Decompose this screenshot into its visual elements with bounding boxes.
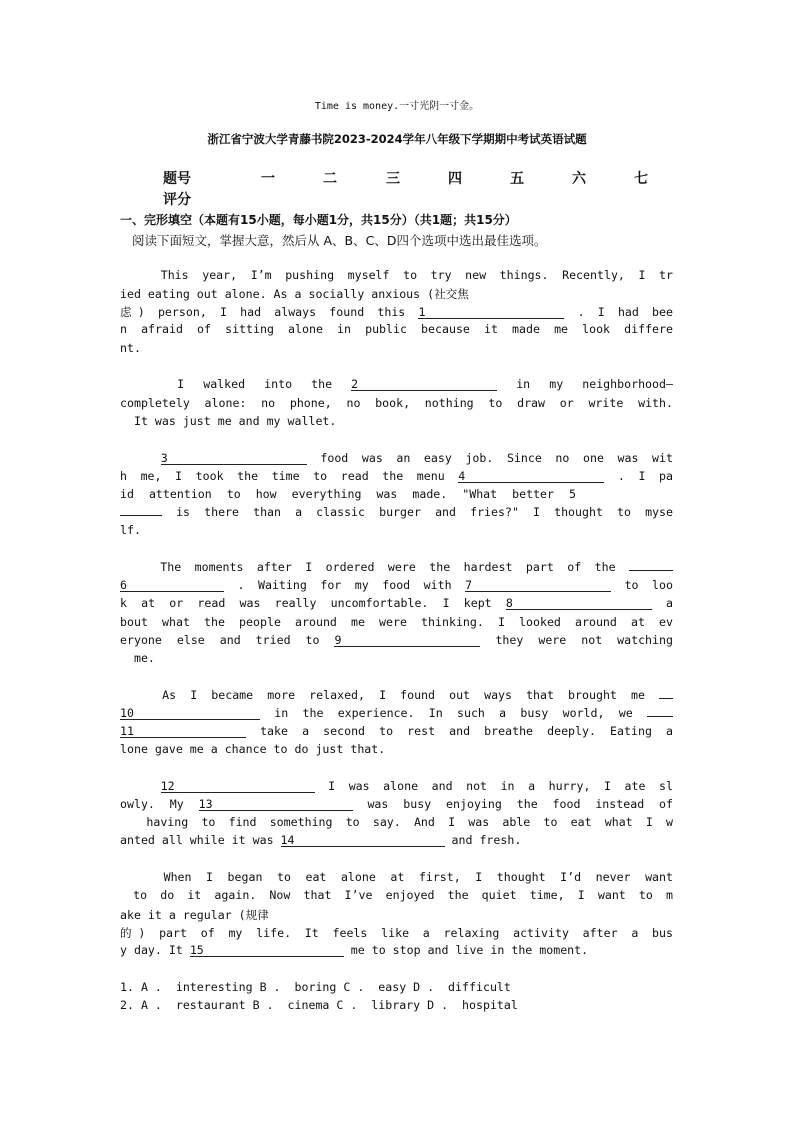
passage-line: nt. [120, 341, 141, 355]
passage-text: a [651, 596, 673, 610]
section-instruction: 阅读下面短文，掌握大意，然后从 A、B、C、D四个选项中选出最佳选项。 [132, 233, 547, 248]
score-row-label: 评分 [163, 192, 191, 208]
passage-line: ied eating out alone. As a socially anxious (社交焦 [120, 287, 469, 301]
passage-line: It was just me and my wallet. [120, 414, 337, 428]
answer-blank-6[interactable]: 6 [120, 579, 224, 592]
passage-line: When I began to eat alone at first, I thought I’d never want [120, 870, 673, 884]
passage-text: was busy enjoying the food instead of [352, 797, 673, 811]
passage-text: I was alone and not in a hurry, I ate sl [314, 779, 673, 793]
passage-line [120, 487, 673, 501]
answer-blank-13[interactable]: 13 [199, 798, 353, 811]
passage-text: . Waiting for my food with [224, 578, 466, 592]
answer-blank-2[interactable]: 2 [351, 378, 497, 391]
passage-text: in the experience. In such a busy world, we [260, 706, 647, 720]
page-motto: Time is money.一寸光阴一寸金。 [314, 101, 480, 112]
answer-blank-15[interactable]: 15 [190, 944, 344, 957]
passage-text: k at or read was really uncomfortable. I kept [120, 596, 506, 610]
passage-text: food was an easy job. Since no one was wit [306, 451, 673, 465]
passage-line: lf. [120, 523, 141, 537]
passage-line [120, 578, 673, 592]
passage-line: n afraid of sitting alone in public because it made me look differe [120, 322, 673, 336]
exam-title: 浙江省宁波大学青藤书院2023-2024学年八年级下学期期中考试英语试题 [207, 132, 587, 146]
score-column: 一 [261, 171, 275, 187]
passage-text: in my neighborhood— [497, 377, 673, 391]
passage-line [120, 560, 673, 574]
answer-blank-5[interactable]: 5 [569, 487, 576, 501]
passage-line [120, 505, 673, 519]
passage-text: and fresh. [444, 833, 522, 847]
passage-text: The moments after I ordered were the hardest part of the [120, 560, 629, 574]
score-column: 六 [572, 171, 586, 187]
passage-line [120, 833, 673, 847]
passage-line [120, 451, 673, 465]
answer-blank-14[interactable]: 14 [281, 834, 445, 847]
passage-line [120, 797, 673, 811]
passage-line: 的) part of my life. It feels like a relaxing activity after a bus [120, 926, 673, 940]
passage-line [120, 943, 673, 957]
answer-blank-1[interactable]: 1 [418, 306, 564, 319]
score-column: 七 [634, 171, 648, 187]
score-column: 二 [323, 171, 337, 187]
score-table-header: 题号 [163, 171, 191, 187]
score-column: 四 [448, 171, 462, 187]
passage-text: owly. My [120, 797, 199, 811]
passage-text: take a second to rest and breathe deeply. Eating a [246, 724, 673, 738]
passage-text: As I became more relaxed, I found out ways that brought me [120, 688, 659, 702]
answer-blank-12[interactable]: 12 [161, 780, 315, 793]
answer-blank-6-start[interactable] [629, 570, 673, 571]
answer-blank-9[interactable]: 9 [334, 634, 480, 647]
passage-text: eryone else and tried to [120, 633, 335, 647]
question-option-line[interactable]: 2. A . restaurant B . cinema C . library D . hospital [120, 998, 518, 1012]
answer-blank-11[interactable]: 11 [120, 725, 246, 738]
passage-line [120, 377, 673, 391]
passage-line: This year, I’m pushing myself to try new things. Recently, I tr [120, 268, 673, 282]
passage-text: 虑) person, I had always found this [120, 305, 419, 319]
passage-text: . I pa [604, 469, 673, 483]
section-heading: 一、完形填空（本题有15小题，每小题1分，共15分）（共1题；共15分） [120, 213, 517, 227]
answer-blank-10-start[interactable] [659, 698, 673, 699]
answer-blank-8[interactable]: 8 [506, 597, 652, 610]
passage-line [120, 304, 673, 320]
passage-line [120, 706, 673, 720]
passage-line [120, 633, 673, 647]
passage-line [120, 469, 673, 483]
passage-line: completely alone: no phone, no book, nothing to draw or write with. [120, 396, 673, 410]
passage-line [120, 779, 673, 793]
passage-line [120, 596, 673, 610]
passage-line [120, 724, 673, 738]
answer-blank-10[interactable]: 10 [120, 707, 260, 720]
score-column: 三 [386, 171, 400, 187]
passage-line: to do it again. Now that I’ve enjoyed the quiet time, I want to m [120, 888, 673, 902]
passage-line: having to find something to say. And I was able to eat what I w [120, 815, 673, 829]
passage-text: is there than a classic burger and fries?" I thought to myse [162, 505, 673, 519]
passage-line [120, 688, 673, 702]
passage-text: id attention to how everything was made. "What better [120, 487, 569, 501]
passage-line: ake it a regular (规律 [120, 908, 269, 922]
passage-line: bout what the people around me were thinking. I looked around at ev [120, 615, 673, 629]
answer-blank-3[interactable]: 3 [161, 452, 307, 465]
passage-text: y day. It [120, 943, 190, 957]
passage-text: . I had bee [564, 305, 673, 319]
passage-line: lone gave me a chance to do just that. [120, 742, 386, 756]
passage-text: me to stop and live in the moment. [343, 943, 589, 957]
passage-text: h me, I took the time to read the menu [120, 469, 459, 483]
passage-text: anted all while it was [120, 833, 281, 847]
answer-blank-4[interactable]: 4 [458, 470, 604, 483]
passage-text: I walked into the [120, 377, 352, 391]
passage-text: to loo [611, 578, 673, 592]
passage-line: me. [120, 651, 155, 665]
answer-blank-7[interactable]: 7 [465, 579, 611, 592]
question-option-line[interactable]: 1. A . interesting B . boring C . easy D . difficult [120, 980, 511, 994]
score-column: 五 [510, 171, 524, 187]
answer-blank-11-start[interactable] [647, 716, 673, 717]
answer-blank-5-continued[interactable] [120, 515, 162, 516]
passage-text: they were not watching [480, 633, 673, 647]
